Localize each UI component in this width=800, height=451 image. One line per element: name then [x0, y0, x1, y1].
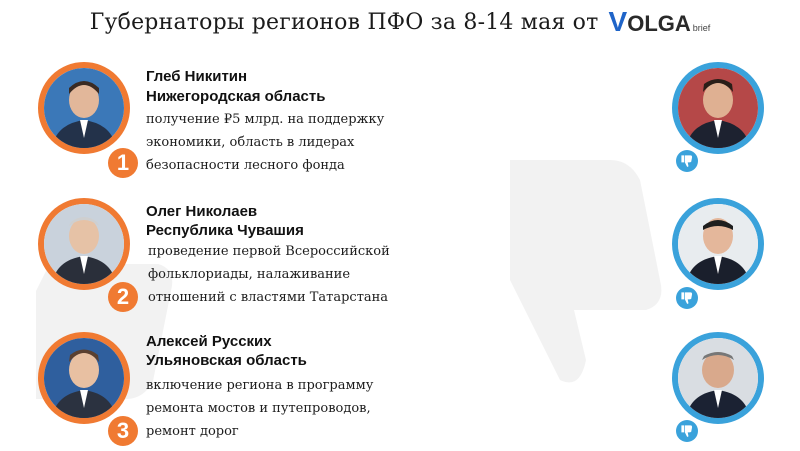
- governor-region: Нижегородская область: [146, 88, 326, 105]
- governor-description: получение ₽5 млрд. на поддержку экономики, область в лидерах безопасности лесного фонда: [146, 112, 385, 173]
- avatar: [672, 332, 764, 424]
- thumb-down-icon: [676, 420, 698, 442]
- volga-brief-logo: V OLGA brief: [608, 6, 711, 37]
- governor-region: Республика Чувашия: [146, 222, 304, 239]
- thumb-down-icon: [676, 150, 698, 172]
- page-title: Губернаторы регионов ПФО за 8-14 мая от: [89, 9, 599, 35]
- governor-region: Ульяновская область: [146, 352, 307, 369]
- governor-description: проведение первой Всероссийской фольклориады, налаживание отношений с властями Татарстана: [148, 244, 390, 305]
- thumb-down-icon: [676, 287, 698, 309]
- header: [0, 4, 800, 40]
- avatar: [38, 62, 130, 154]
- rank-badge: 1: [108, 148, 138, 178]
- governor-name: Глеб Никитин: [146, 68, 248, 85]
- governor-name: Алексей Русских: [146, 333, 272, 350]
- avatar: [38, 198, 130, 290]
- governor-name: Олег Николаев: [146, 203, 258, 220]
- avatar: [38, 332, 130, 424]
- avatar: [672, 198, 764, 290]
- avatar: [672, 62, 764, 154]
- governor-description: включение региона в программу ремонта мостов и путепроводов, ремонт дорог: [146, 378, 374, 439]
- background-thumb-down-icon: [470, 140, 670, 400]
- rank-badge: 3: [108, 416, 138, 446]
- rank-badge: 2: [108, 282, 138, 312]
